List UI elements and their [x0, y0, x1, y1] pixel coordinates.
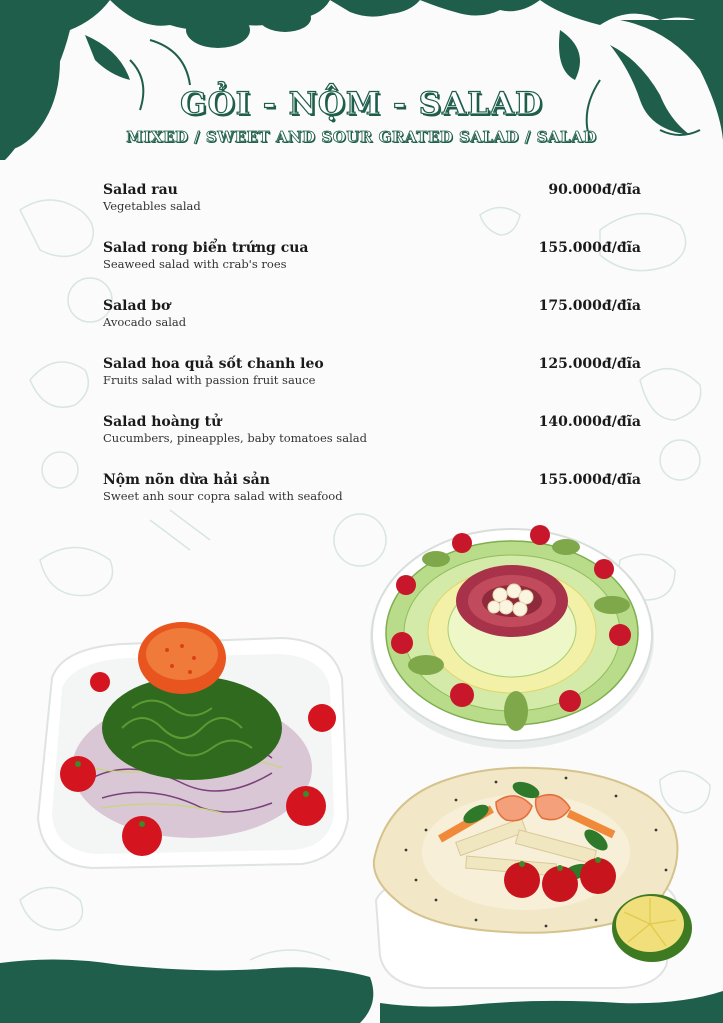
menu-item [103, 240, 641, 298]
copra-seafood-salad-photo [366, 760, 696, 992]
page-subtitle: MIXED / SWEET AND SOUR GRATED SALAD / SALAD [126, 128, 597, 146]
item-description: Sweet anh sour copra salad with seafood [103, 489, 343, 503]
item-price: 90.000đ/đĩa [548, 182, 641, 198]
seaweed-salad-photo [32, 618, 354, 878]
item-name: Salad hoa quả sốt chanh leo [103, 356, 324, 372]
item-name: Nộm nõn dừa hải sản [103, 472, 270, 488]
menu-item [103, 356, 641, 414]
item-name: Salad rau [103, 182, 178, 198]
item-price: 175.000đ/đĩa [538, 298, 641, 314]
item-price: 140.000đ/đĩa [538, 414, 641, 430]
menu-list [103, 182, 641, 530]
item-name: Salad bơ [103, 298, 171, 314]
item-description: Seaweed salad with crab's roes [103, 257, 287, 271]
menu-item [103, 298, 641, 356]
item-description: Vegetables salad [103, 199, 201, 213]
item-name: Salad rong biển trứng cua [103, 240, 309, 256]
prince-salad-photo [366, 515, 658, 753]
item-price: 125.000đ/đĩa [538, 356, 641, 372]
item-price: 155.000đ/đĩa [538, 472, 641, 488]
item-name: Salad hoàng tử [103, 414, 222, 430]
menu-item [103, 182, 641, 240]
item-description: Fruits salad with passion fruit sauce [103, 373, 316, 387]
item-description: Cucumbers, pineapples, baby tomatoes salad [103, 431, 367, 445]
item-price: 155.000đ/đĩa [538, 240, 641, 256]
page-title: GỎI - NỘM - SALAD [180, 86, 543, 122]
menu-item [103, 414, 641, 472]
item-description: Avocado salad [103, 315, 187, 329]
